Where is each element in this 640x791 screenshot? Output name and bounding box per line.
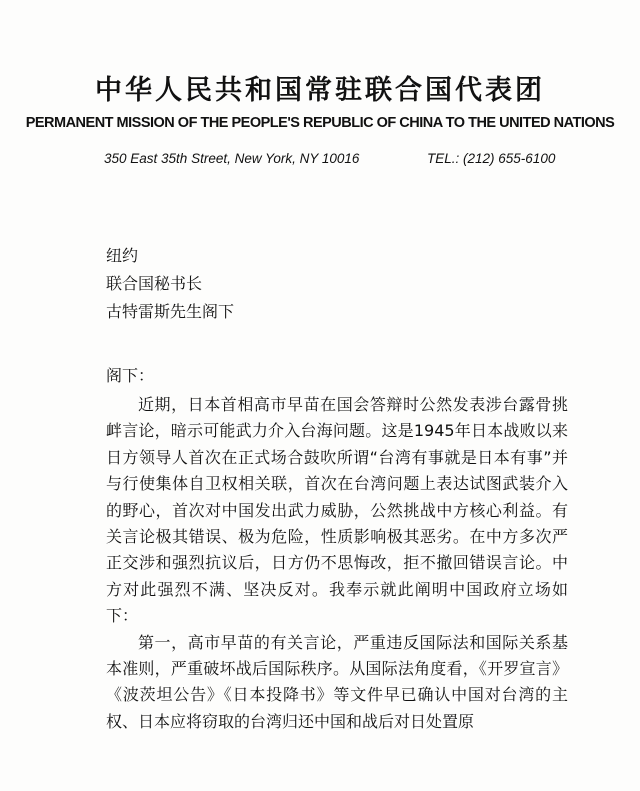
letterhead-title-english: PERMANENT MISSION OF THE PEOPLE'S REPUBLIC OF CHINA TO THE UNITED NATIONS: [25, 115, 615, 131]
addressee-city: 纽约: [106, 246, 139, 265]
letterhead-telephone: TEL.: (212) 655-6100: [427, 151, 556, 166]
letterhead-title-chinese: 中华人民共和国常驻联合国代表团: [95, 75, 545, 106]
addressee-block: [106, 242, 234, 326]
addressee-name: 古特雷斯先生阁下: [106, 302, 235, 321]
salutation: 阁下：: [106, 366, 155, 385]
letterhead-address: 350 East 35th Street, New York, NY 10016: [104, 151, 360, 166]
body-paragraph-1: 近期，日本首相高市早苗在国会答辩时公然发表涉台露骨挑衅言论，暗示可能武力介入台海问题。这是1945年日本战败以来日方领导人首次在正式场合鼓吹所谓“台湾有事就是日本有事”并与行使集体自卫权相关联，首次在台湾问题上表达试图武装介入的野心，首次对中国发出武力威胁，公然挑战中方核心利益。有关言论极其错误、极为危险，性质影响极其恶劣。在中方多次严正交涉和强烈抗议后，日方仍不思悔改，拒不撤回错误言论。中方对此强烈不满、坚决反对。我奉示就此阐明中国政府立场如下：: [106, 395, 568, 626]
addressee-title: 联合国秘书长: [106, 274, 203, 293]
body-paragraph-2: 第一，高市早苗的有关言论，严重违反国际法和国际关系基本准则，严重破坏战后国际秩序。从国际法角度看，《开罗宣言》《波茨坦公告》《日本投降书》等文件早已确认中国对台湾的主权、日本应将窃取的台湾归还中国和战后对日处置原: [106, 632, 568, 731]
letter-body: [106, 392, 568, 735]
